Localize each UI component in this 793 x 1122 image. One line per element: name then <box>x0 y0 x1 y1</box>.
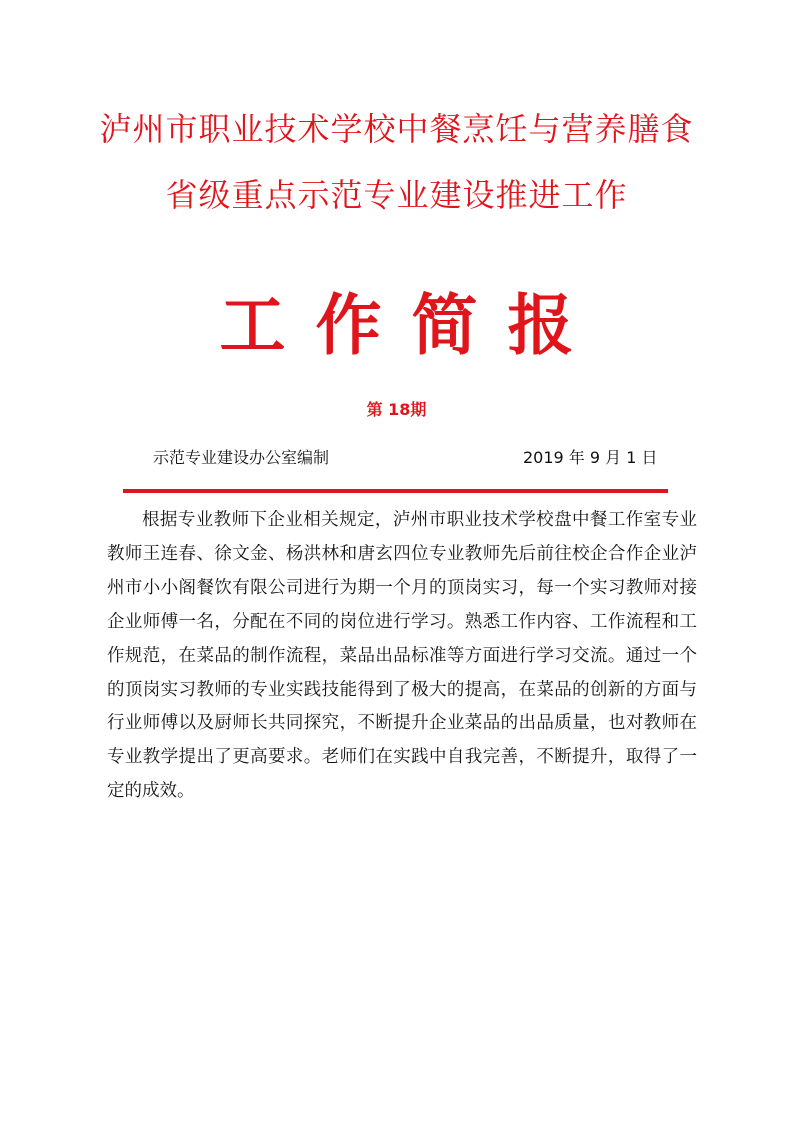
body-paragraph: 根据专业教师下企业相关规定，泸州市职业技术学校盘中餐工作室专业教师王连春、徐文金、杨洪林和唐玄四位专业教师先后前往校企合作企业泸州市小小阁餐饮有限公司进行为期一个月的顶岗实习，每一个实习教师对接企业师傅一名，分配在不同的岗位进行学习。熟悉工作内容、工作流程和工作规范，在菜品的制作流程，菜品出品标准等方面进行学习交流。通过一个的顶岗实习教师的专业实践技能得到了极大的提高，在菜品的创新的方面与行业师傅以及厨师长共同探究，不断提升企业菜品的出品质量，也对教师在专业教学提出了更高要求。老师们在实践中自我完善，不断提升，取得了一定的成效。 <box>107 510 697 802</box>
issue-number: 第 18期 <box>366 400 427 419</box>
document-title-line-1: 泸州市职业技术学校中餐烹饪与营养膳食 <box>99 110 694 148</box>
header-divider <box>123 489 668 493</box>
bulletin-heading: 工作简报 <box>219 287 604 364</box>
editor-line: 示范专业建设办公室编制 <box>153 448 330 467</box>
date-line: 2019 年 9 月 1 日 <box>523 448 658 467</box>
document-title-line-2: 省级重点示范专业建设推进工作 <box>165 176 628 214</box>
